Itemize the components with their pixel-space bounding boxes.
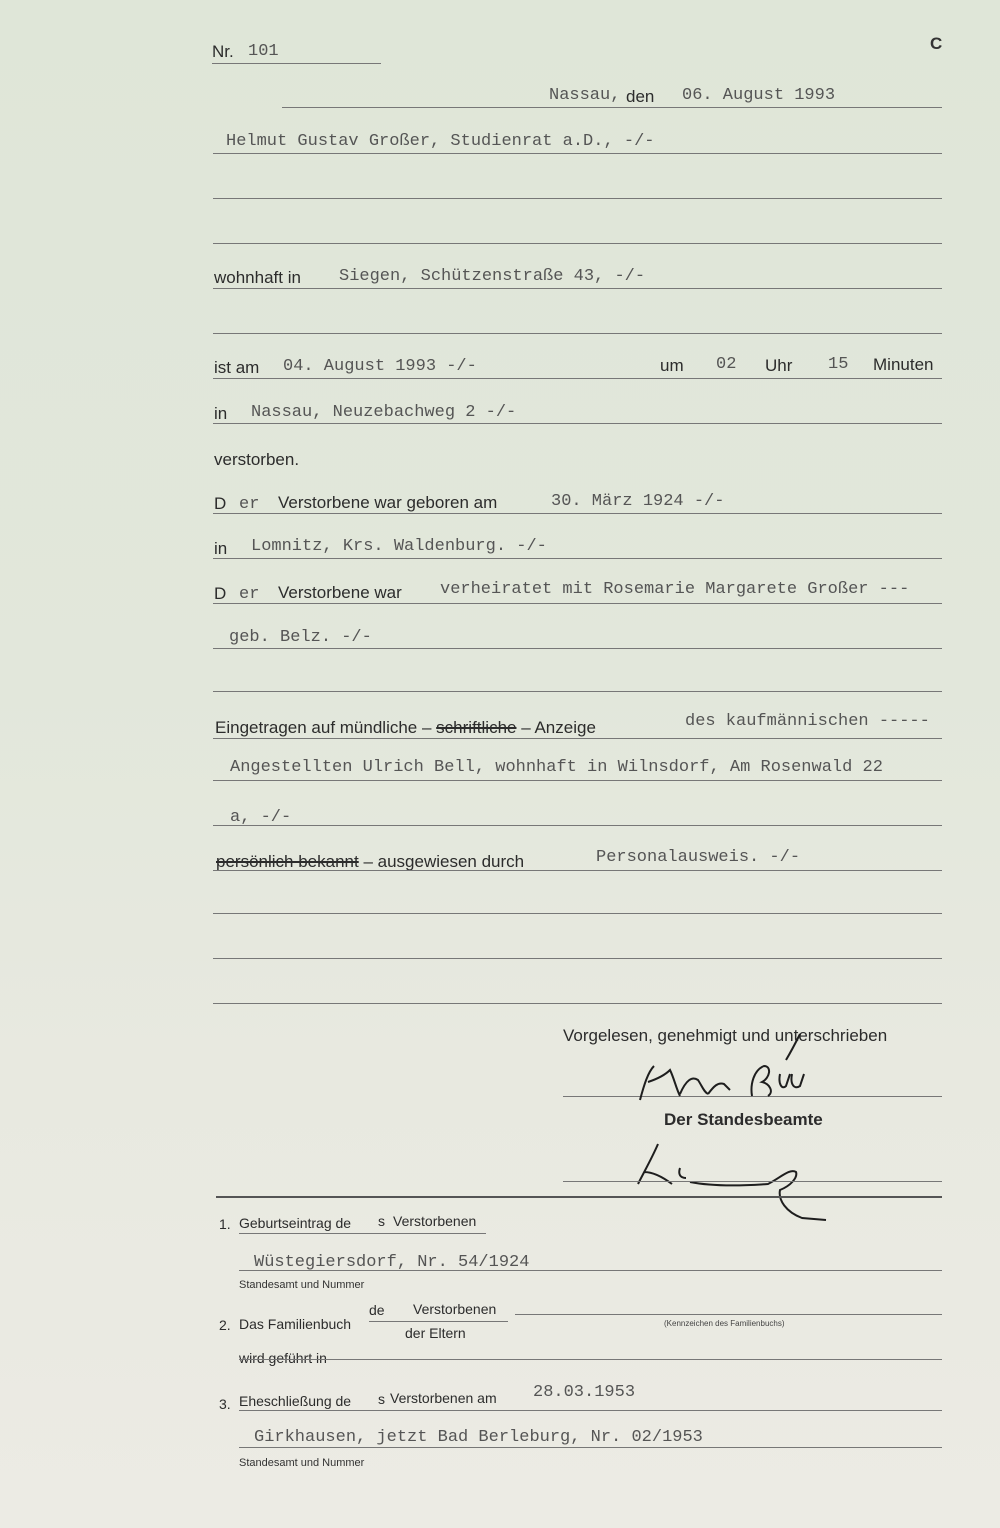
informant-cont-1: Angestellten Ulrich Bell, wohnhaft in Wilnsdorf, Am Rosenwald 22 (230, 758, 883, 777)
note-1-label-2: Verstorbenen (393, 1213, 477, 1229)
note-1-label: Geburtseintrag de (239, 1215, 352, 1231)
form-line (239, 1233, 486, 1234)
note-3-label-2: Verstorbenen am (390, 1390, 497, 1406)
residence-label: wohnhaft in (214, 268, 301, 287)
registration-label-struck: schriftliche (436, 718, 517, 737)
form-line (239, 1359, 942, 1360)
identification-document: Personalausweis. -/- (596, 848, 801, 867)
form-line (213, 198, 942, 199)
corner-mark: C (930, 34, 943, 53)
verstorben-label: verstorben. (214, 450, 300, 469)
note-2-de: de (369, 1302, 385, 1318)
registration-label-end: – Anzeige (521, 718, 596, 737)
informant-signature (630, 1030, 830, 1110)
note-3-date: 28.03.1953 (533, 1383, 636, 1402)
form-line (213, 780, 942, 781)
read-approved-signed-label: Vorgelesen, genehmigt und unterschrieben (563, 1026, 888, 1045)
birth-place-label: in (214, 539, 228, 558)
marital-status: verheiratet mit Rosemarie Margarete Großer --- (440, 580, 910, 599)
form-line (213, 738, 942, 739)
note-2-fraction-line (369, 1321, 508, 1322)
note-2-top: Verstorbenen (413, 1301, 497, 1317)
identification-by: – ausgewiesen durch (363, 852, 525, 871)
registrar-signature (630, 1138, 840, 1228)
form-line (213, 648, 942, 649)
um-label: um (660, 356, 684, 375)
form-line (213, 288, 942, 289)
note-1-number: 1. (219, 1216, 231, 1232)
form-line (213, 153, 942, 154)
death-minute: 15 (828, 355, 849, 374)
nr-underline (212, 63, 381, 64)
minuten-label: Minuten (873, 355, 934, 374)
nr-label: Nr. (212, 42, 234, 61)
note-1-letter: s (378, 1213, 385, 1229)
note-2-bottom: der Eltern (405, 1325, 466, 1341)
death-date-label: ist am (214, 358, 260, 377)
birth-d-suffix: er (239, 495, 260, 514)
marriage-label: Verstorbene war (278, 583, 402, 602)
death-place: Nassau, Neuzebachweg 2 -/- (251, 403, 517, 422)
form-line (213, 423, 942, 424)
note-2-number: 2. (219, 1317, 231, 1333)
form-line (213, 333, 942, 334)
informant: des kaufmännischen ----- (685, 712, 930, 731)
informant-cont-2: a, -/- (230, 808, 292, 827)
birth-d-label: D (214, 494, 227, 513)
form-line (213, 691, 942, 692)
note-3-number: 3. (219, 1396, 231, 1412)
form-line (213, 603, 942, 604)
identification-label (216, 852, 524, 872)
date-underline (282, 107, 942, 108)
marriage-d-label: D (214, 584, 227, 603)
header-date: 06. August 1993 (682, 86, 836, 105)
birth-place: Lomnitz, Krs. Waldenburg. -/- (251, 537, 547, 556)
birth-label: Verstorbene war geboren am (278, 493, 498, 512)
form-line (213, 1003, 942, 1004)
death-place-label: in (214, 404, 228, 423)
header-place: Nassau, (549, 86, 621, 105)
note-3-value: Girkhausen, jetzt Bad Berleburg, Nr. 02/1953 (254, 1428, 703, 1447)
den-label: den (626, 87, 655, 106)
registrar-label: Der Standesbeamte (664, 1110, 823, 1129)
form-line (239, 1270, 942, 1271)
death-hour: 02 (716, 355, 737, 374)
section-divider (216, 1196, 942, 1198)
note-3-caption: Standesamt und Nummer (239, 1457, 365, 1469)
form-line (213, 870, 942, 871)
death-date: 04. August 1993 -/- (283, 357, 477, 376)
note-3-label: Eheschließung de (239, 1393, 352, 1409)
form-line (213, 825, 942, 826)
note-2-label: Das Familienbuch (239, 1316, 352, 1332)
marriage-d-suffix: er (239, 585, 260, 604)
uhr-label: Uhr (765, 356, 793, 375)
form-line (213, 958, 942, 959)
form-line (239, 1410, 942, 1411)
declarant-name: Helmut Gustav Großer, Studienrat a.D., -/- (226, 132, 655, 151)
registration-label (215, 718, 596, 738)
marital-status-cont: geb. Belz. -/- (229, 628, 372, 647)
form-line (213, 243, 942, 244)
form-line (515, 1314, 942, 1315)
note-1-caption: Standesamt und Nummer (239, 1279, 365, 1291)
note-2-caption: (Kennzeichen des Familienbuchs) (664, 1319, 785, 1328)
signature-line-registrar (563, 1181, 942, 1182)
nr-value: 101 (248, 42, 279, 61)
note-1-value: Wüstegiersdorf, Nr. 54/1924 (254, 1253, 530, 1272)
residence-value: Siegen, Schützenstraße 43, -/- (339, 267, 646, 286)
form-line (213, 558, 942, 559)
form-line (239, 1447, 942, 1448)
note-2-label-2: wird geführt in (239, 1350, 327, 1366)
form-line (213, 913, 942, 914)
form-line (213, 513, 942, 514)
birth-date: 30. März 1924 -/- (551, 492, 725, 511)
form-line (213, 378, 942, 379)
registration-label-start: Eingetragen auf mündliche – (215, 718, 432, 737)
note-3-letter: s (378, 1391, 385, 1407)
identification-struck: persönlich bekannt (216, 852, 359, 871)
